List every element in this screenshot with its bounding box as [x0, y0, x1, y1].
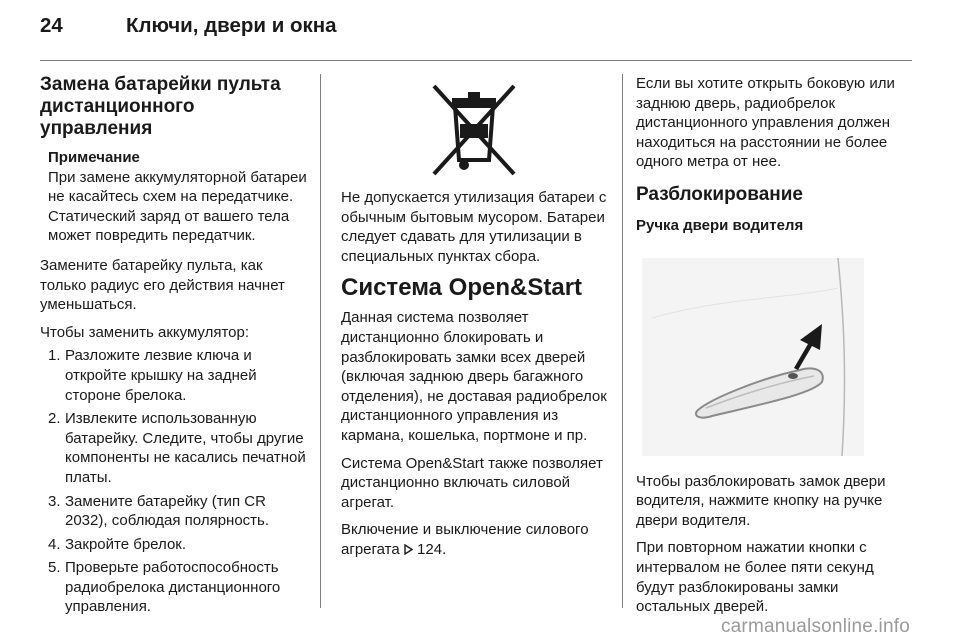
list-item — [40, 346, 310, 405]
section-heading-battery: Замена батарейки пульта дистанционного управления — [40, 74, 281, 139]
section-heading-unlocking: Разблокирование — [636, 183, 804, 205]
watermark: carmanualsonline.info — [720, 616, 910, 637]
step-number: 3. — [48, 492, 61, 510]
list-item — [40, 558, 310, 617]
step-text: Замените батарейку (тип CR 2032), соблюдая полярность. — [65, 492, 270, 530]
step-text: Проверьте работоспособность радиобрелока дистанционного управления. — [65, 559, 281, 616]
door-handle-image — [642, 258, 864, 456]
list-item — [40, 492, 310, 531]
section-heading-open-start: Система Open&Start — [341, 274, 583, 302]
paragraph: При повторном нажатии кнопки с интервалом не более пяти секунд будут разблокированы замки остальных дверей. — [636, 539, 874, 616]
page-number: 24 — [40, 14, 63, 37]
paragraph: Система Open&Start также позволяет дистанционно включать силовой агрегат. — [341, 454, 603, 511]
page-title: Ключи, двери и окна — [126, 14, 337, 37]
step-number: 4. — [48, 535, 61, 553]
list-item — [40, 409, 310, 487]
note-text: При замене аккумуляторной батареи не касайтесь схем на передатчике. Статический заряд от вашего тела может повредить передатчик. — [48, 168, 307, 245]
steps-list — [40, 346, 310, 617]
disposal-text: Не допускается утилизация батареи с обычным бытовым мусором. Батареи следует сдавать для утилизации в специальных пунктах сбора. — [341, 189, 607, 265]
note-block — [40, 148, 310, 246]
header-rule — [40, 60, 912, 61]
paragraph — [341, 520, 607, 559]
list-item — [40, 535, 310, 555]
step-text: Закройте брелок. — [65, 535, 187, 553]
reference-text: Включение и выключение силового агрегата — [341, 521, 589, 558]
step-text: Извлеките использованную батарейку. Следите, чтобы другие компоненты не касались печатной платы. — [65, 410, 306, 486]
paragraph: Чтобы заменить аккумулятор: — [40, 323, 250, 341]
crossed-out-wheelie-bin-icon — [428, 80, 520, 180]
step-number: 5. — [48, 559, 61, 577]
pointer-arrow-icon — [794, 324, 822, 370]
paragraph: Замените батарейку пульта, как только радиус его действия начнет уменьшаться. — [40, 256, 285, 314]
paragraph: Если вы хотите открыть боковую или заднюю дверь, радиобрелок дистанционного управления должен находиться на расстоянии не более одного метра от нее. — [636, 75, 895, 171]
subheading-driver-door-handle: Ручка двери водителя — [636, 216, 804, 234]
column-divider — [320, 74, 321, 608]
column-divider — [622, 74, 623, 608]
page-header — [40, 14, 337, 38]
step-text: Разложите лезвие ключа и откройте крышку на задней стороне брелока. — [65, 347, 257, 404]
triangle-reference-icon — [404, 544, 413, 555]
step-number: 2. — [48, 410, 61, 428]
column-2 — [341, 78, 607, 568]
column-3 — [636, 74, 912, 625]
paragraph: Чтобы разблокировать замок двери водителя, нажмите кнопку на ручке двери водителя. — [636, 472, 886, 529]
column-1 — [40, 74, 310, 621]
paragraph: Данная система позволяет дистанционно блокировать и разблокировать замки всех дверей (включая заднюю дверь багажного отделения), не доставая радиобрелок дистанционного управления из кармана, кошелька, портмоне и пр. — [341, 309, 607, 444]
note-title: Примечание — [48, 149, 140, 166]
page-reference[interactable]: 124. — [417, 540, 447, 558]
step-number: 1. — [48, 347, 61, 365]
